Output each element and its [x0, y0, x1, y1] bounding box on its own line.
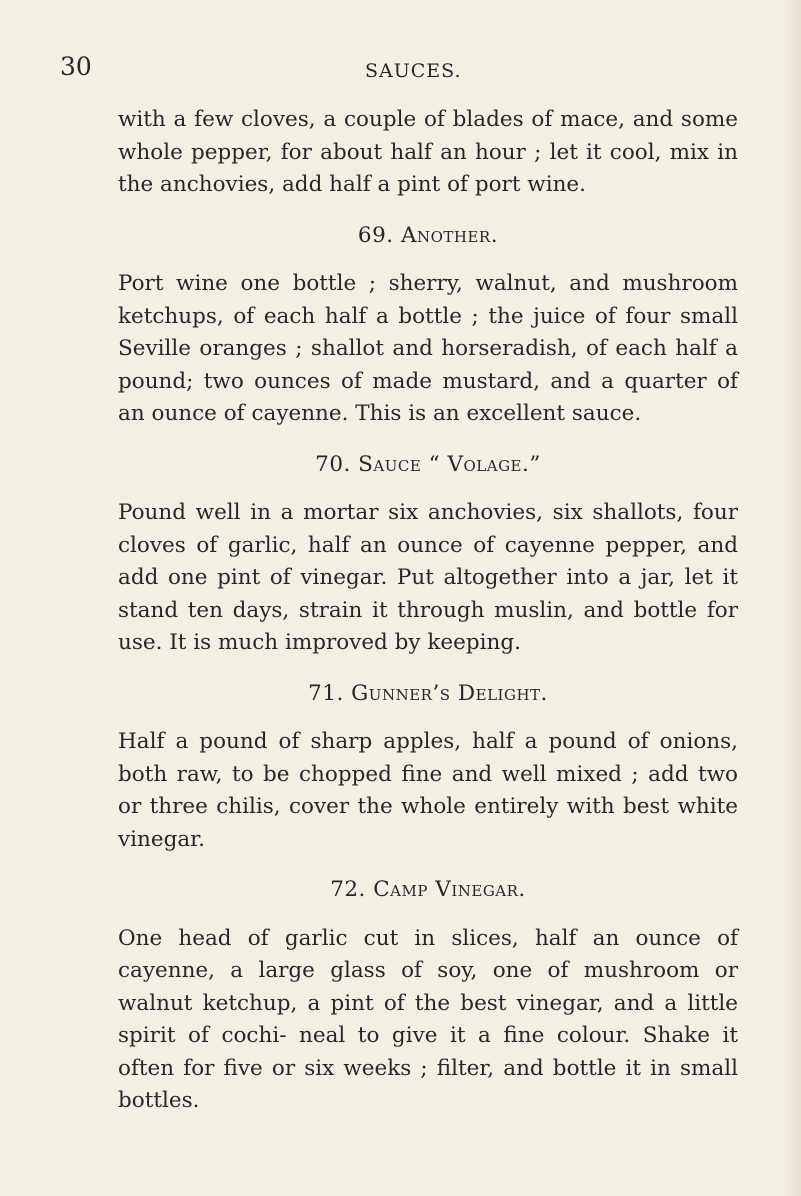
page-number: 30: [60, 52, 92, 81]
paragraph-continuation: with a few cloves, a couple of blades of mace, and some whole pepper, for about half an hour ; let it cool, mix in the anchovies, add half a pint of port wine.: [118, 107, 738, 197]
heading-71-gunners-delight: 71. Gunner’s Delight.: [308, 680, 548, 706]
page-header: [0, 52, 801, 86]
paragraph-71: Half a pound of sharp apples, half a pound of onions, both raw, to be chopped fine and well mixed ; add two or three chilis, cover the whole entirely with best white vinegar.: [118, 729, 738, 852]
running-head: SAUCES.: [365, 60, 462, 82]
page-edge-shadow: [783, 0, 801, 1196]
paragraph-69: Port wine one bottle ; sherry, walnut, and mushroom ketchups, of each half a bottle ; the juice of four small Seville oranges ; shallot and horseradish, of each half a pound; two ounces of made mustard, and a quarter of an ounce of cayenne. This is an excellent sauce.: [118, 271, 738, 426]
heading-70-sauce-volage: 70. Sauce “ Volage.”: [315, 451, 541, 477]
page-body: [118, 104, 738, 1118]
heading-72-camp-vinegar: 72. Camp Vinegar.: [330, 877, 526, 902]
paragraph-72: One head of garlic cut in slices, half an ounce of cayenne, a large glass of soy, one of mushroom or walnut ketchup, a pint of the best vinegar, and a little spirit of cochi- neal to give it a fine colour. Shake it often for five or six weeks ; filter, and bottle it in small bottles.: [118, 925, 738, 1113]
heading-69-another: 69. Another.: [357, 222, 499, 248]
paragraph-70: Pound well in a mortar six anchovies, six shallots, four cloves of garlic, half an ounce of cayenne pepper, and add one pint of vinegar. Put altogether into a jar, let it stand ten days, strain it through muslin, and bottle for use. It is much improved by keeping.: [118, 500, 738, 655]
